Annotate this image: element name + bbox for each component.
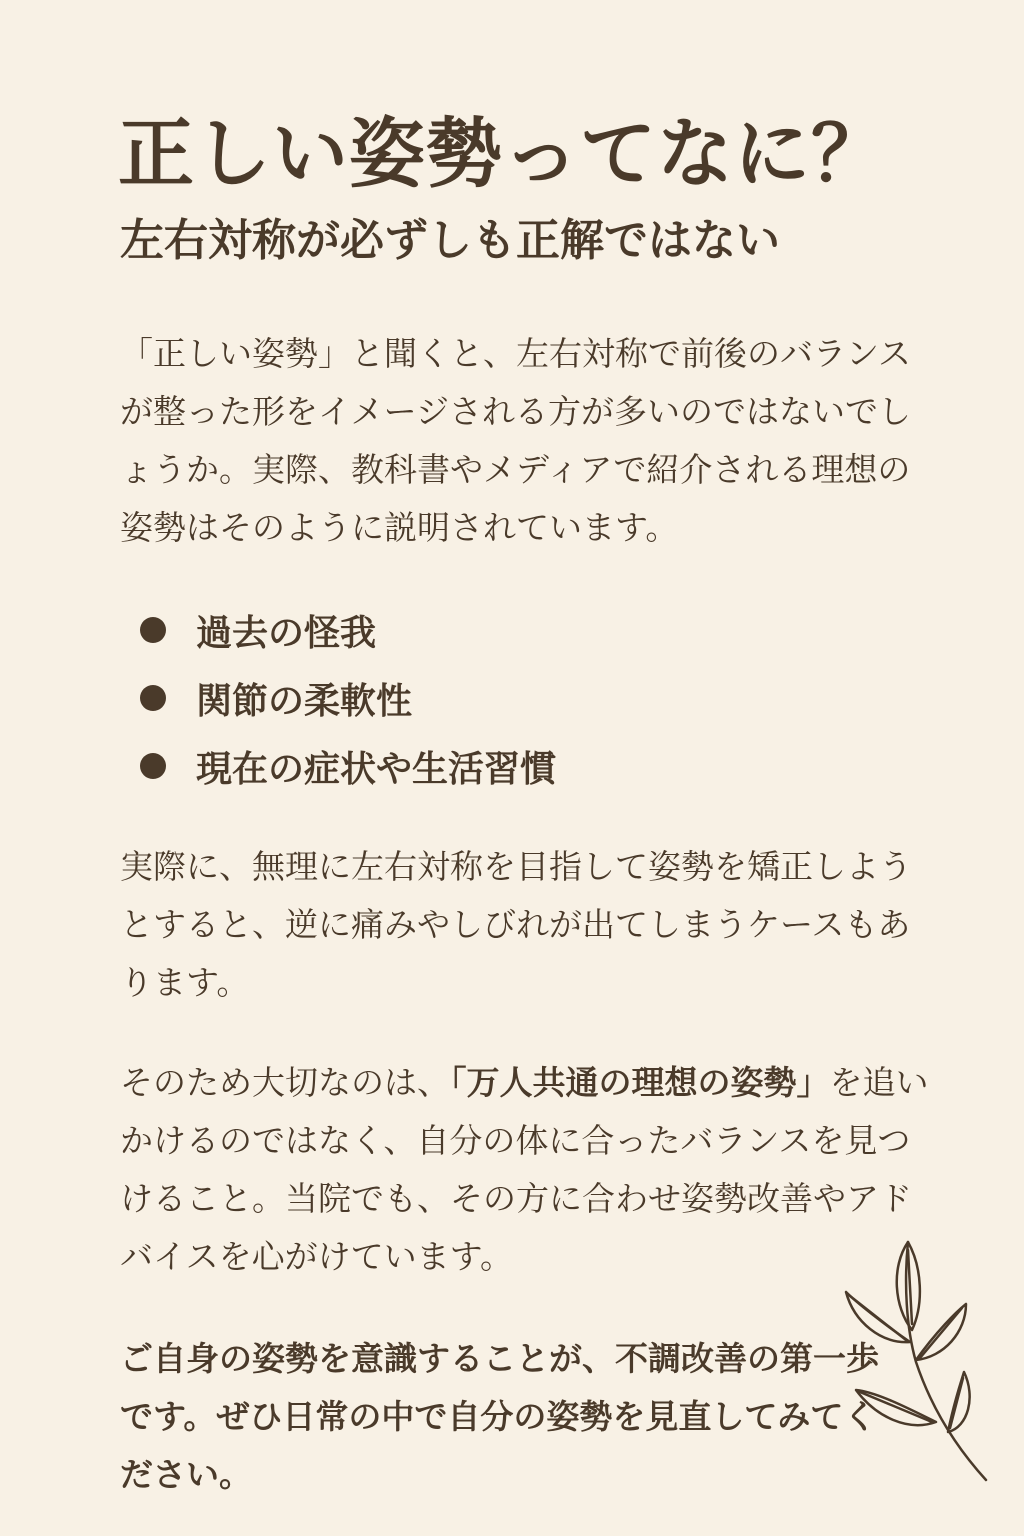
balance-text-start: そのため大切なのは、 bbox=[120, 1063, 450, 1102]
bullet-dot-icon bbox=[140, 753, 166, 779]
list-item bbox=[140, 596, 556, 664]
bullet-dot-icon bbox=[140, 617, 166, 643]
page-subtitle: 左右対称が必ずしも正解ではない bbox=[120, 215, 780, 266]
list-item bbox=[140, 732, 556, 800]
intro-paragraph: 「正しい姿勢」と聞くと、左右対称で前後のバランスが整った形をイメージされる方が多いのではないでしょうか。実際、教科書やメディアで紹介される理想の姿勢はそのように説明されています。 bbox=[120, 334, 912, 547]
list-item bbox=[140, 664, 556, 732]
warning-paragraph: 実際に、無理に左右対称を目指して姿勢を矯正しようとすると、逆に痛みやしびれが出てしまうケースもあります。 bbox=[120, 847, 912, 1002]
list-item-label: 関節の柔軟性 bbox=[196, 680, 413, 722]
closing-paragraph: ご自身の姿勢を意識することが、不調改善の第一歩です。ぜひ日常の中で自分の姿勢を見直してみてください。 bbox=[120, 1339, 879, 1494]
balance-paragraph bbox=[120, 1054, 940, 1286]
leaf-branch-icon bbox=[836, 1232, 996, 1492]
balance-emphasis: 「万人共通の理想の姿勢」 bbox=[450, 1063, 830, 1102]
list-item-label: 現在の症状や生活習慣 bbox=[196, 748, 557, 790]
bullet-dot-icon bbox=[140, 685, 166, 711]
page-title: 正しい姿勢ってなに？ bbox=[118, 109, 888, 198]
balance-text-end: を追いかけるのではなく、自分の体に合ったバランスを見つけること。当院でも、その方に合わせ姿勢改善やアドバイスを心がけています。 bbox=[120, 1063, 929, 1276]
list-item-label: 過去の怪我 bbox=[196, 612, 377, 654]
factor-list bbox=[140, 596, 556, 800]
